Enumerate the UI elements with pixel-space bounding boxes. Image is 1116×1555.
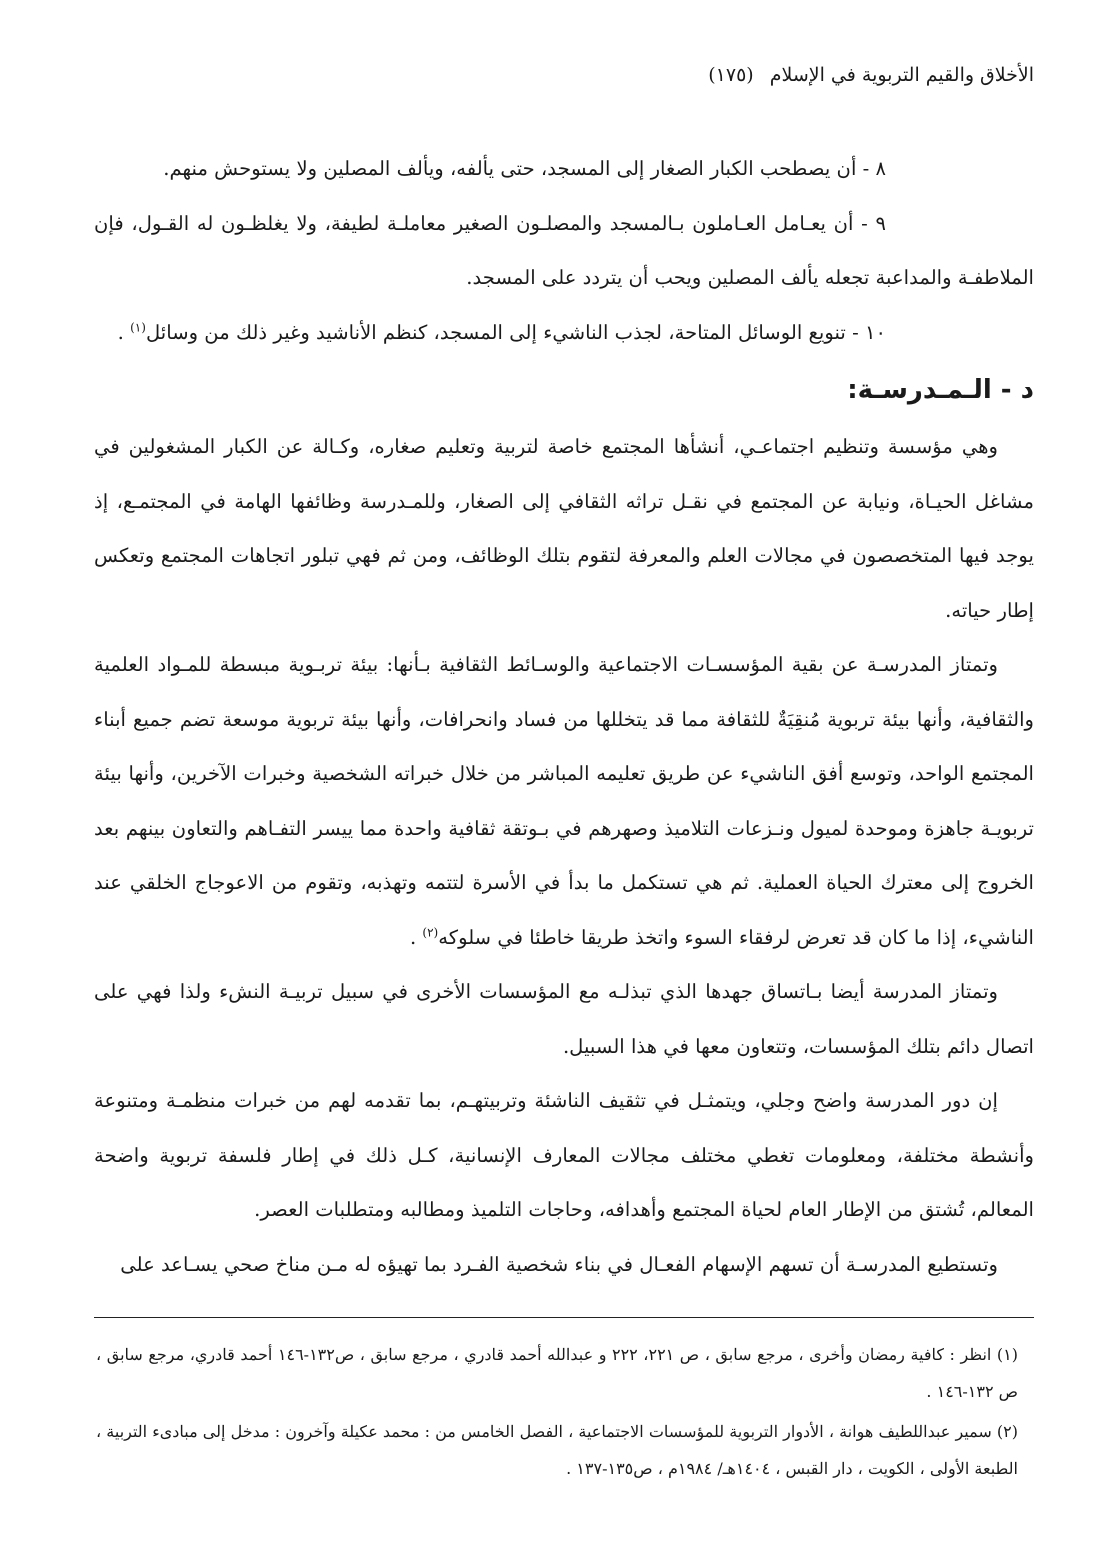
footnotes	[96, 1336, 1018, 1490]
list-item-10	[94, 306, 1034, 361]
paragraph-definition: وهي مؤسسة وتنظيم اجتماعـي، أنشأها المجتمع خاصة لتربية وتعليم صغاره، وكـالة عن الكبار المشغولين في مشاغل الحيـاة، ونيابة عن المجتمع في نقـل تراثه الثقافي إلى الصغار، وللمـدرسة وظائفها الهامة في المجتمـع، إذ يوجد فيها المتخصصون في مجالات العلم والمعرفة لتقوم بتلك الوظائف، ومن ثم فهي تبلور اتجاهات المجتمع وتعكس إطار حياته.	[94, 435, 1034, 622]
footnote-ref-1: (١)	[130, 319, 146, 334]
footnote-divider	[94, 1317, 1034, 1318]
paragraph-coordination: وتمتاز المدرسة أيضا بـاتساق جهدها الذي تبذلـه مع المؤسسات الأخرى في سبيل تربيـة النشء ولذا فهي على اتصال دائم بتلك المؤسسات، وتتعاون معها في هذا السبيل.	[94, 980, 1034, 1058]
list-item-10-text: ١٠ - تنويع الوسائل المتاحة، لجذب الناشيء إلى المسجد، كنظم الأناشيد وغير ذلك من وسائل	[145, 320, 886, 344]
list-item-8: ٨ - أن يصطحب الكبار الصغار إلى المسجد، حتى يألفه، ويألف المصلين ولا يستوحش منهم.	[163, 157, 886, 180]
footnote-2: (٢) سمير عبداللطيف هوانة ، الأدوار التربوية للمؤسسات الاجتماعية ، الفصل الخامس من : محمد عكيلة وآخرون : مدخل إلى مبادىء التربية ، الطبعة الأولى ، الكويت ، دار القبس ، ١٤٠٤هـ/ ١٩٨٤م ، ص١٣٥-١٣٧ .	[96, 1422, 1018, 1478]
footnote-1: (١) انظر : كافية رمضان وأخرى ، مرجع سابق ، ص ٢٢١، ٢٢٢ و عبدالله أحمد قادري ، مرجع سابق ، ص١٣٢-١٤٦ أحمد قادري، مرجع سابق ، ص ١٣٢-١٤٦ .	[96, 1345, 1018, 1401]
list-item-10-end: .	[117, 320, 131, 344]
section-heading-school: د - الـمـدرسـة:	[847, 375, 1034, 405]
footnote-ref-2: (٢)	[422, 924, 439, 939]
paragraph-features-end: .	[409, 925, 423, 949]
running-header	[708, 62, 1034, 88]
paragraph-features-text: وتمتاز المدرسـة عن بقية المؤسسـات الاجتماعية والوسـائط الثقافية بـأنها: بيئة تربـوية مبسطة للمـواد العلمية والثقافية، وأنها بيئة تربوية مُنقِيَةٌ للثقافة مما قد يتخللها من فساد وانحرافات، وأنها بيئة تربوية موسعة تضم جميع أبناء المجتمع الواحد، وتوسع أفق الناشيء عن طريق تعليمه المباشر من خلال خبراته الشخصية وخبرات الآخرين، وأنها بيئة تربويـة جاهزة وموحدة لميول ونـزعات التلاميذ وصهرهم في بـوتقة ثقافية واحدة مما ييسر التفـاهم والتعاون بينهم بعد الخروج إلى معترك الحياة العملية. ثم هي تستكمل ما بدأ في الأسرة لتتمه وتهذبه، وتقوم من الاعوجاج الخلقي عند الناشيء، إذا ما كان قد تعرض لرفقاء السوء واتخذ طريقا خاطئا في سلوكه	[94, 653, 1034, 949]
list-item-9: ٩ - أن يعـامل العـاملون بـالمسجد والمصلـون الصغير معاملـة لطيفة، ولا يغلظـون له القـول، فإن الملاطفـة والمداعبة تجعله يألف المصلين ويحب أن يتردد على المسجد.	[94, 211, 1034, 289]
paragraph-role: إن دور المدرسة واضح وجلي، ويتمثـل في تثقيف الناشئة وتربيتهـم، بما تقدمه لهم من خبرات منظمـة ومتنوعة وأنشطة مختلفة، ومعلومات تغطي مختلف مجالات المعارف الإنسانية، كـل ذلك في إطار فلسفة تربوية واضحة المعالم، تُشتق من الإطار العام لحياة المجتمع وأهدافه، وحاجات التلميذ ومطالبه ومتطلبات العصر.	[94, 1089, 1034, 1221]
running-header-title: الأخلاق والقيم التربوية في الإسلام	[769, 64, 1034, 86]
paragraph-personality: وتستطيع المدرسـة أن تسهم الإسهام الفعـال في بناء شخصية الفـرد بما تهيؤه له مـن مناخ صحي يسـاعد على	[120, 1252, 998, 1276]
page-number: (١٧٥)	[708, 64, 754, 86]
paragraph-features	[94, 638, 1034, 965]
main-text	[94, 142, 1034, 1292]
